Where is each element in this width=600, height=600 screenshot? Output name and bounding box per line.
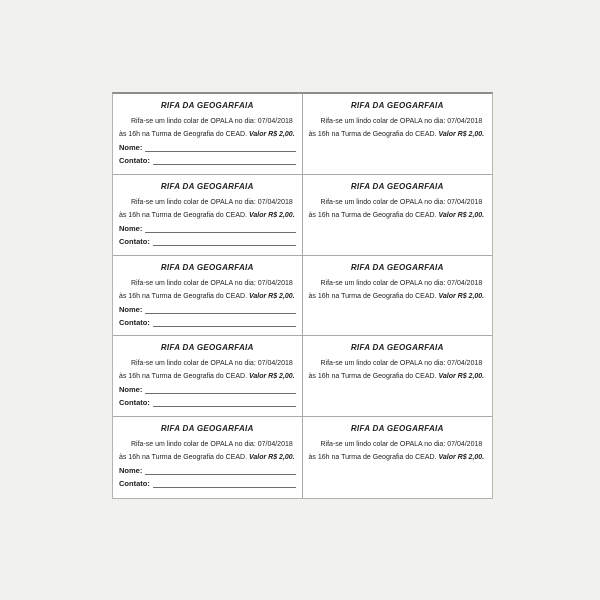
ticket-body-line2-text: às 16h na Turma de Geografia do CEAD.: [308, 292, 439, 300]
ticket-body-line1-text: Rifa-se um lindo colar de OPALA no dia: 07/04/2018: [131, 198, 293, 206]
ticket-body-line1: [119, 277, 296, 290]
ticket-body-line1: [309, 357, 487, 370]
contact-field-row: [119, 235, 296, 248]
ticket-body-line1-text: Rifa-se um lindo colar de OPALA no dia: 07/04/2018: [131, 360, 293, 368]
contact-label: Contato:: [119, 156, 150, 165]
contact-label: Contato:: [119, 317, 150, 327]
contact-field-row: [119, 396, 296, 409]
ticket-body-line1-text: Rifa-se um lindo colar de OPALA no dia: 07/04/2018: [320, 118, 483, 125]
ticket-body-line1: [309, 438, 487, 451]
ticket-row2-right: [303, 175, 493, 256]
ticket-body-line2: [309, 290, 487, 303]
ticket-title: RIFA DA GEOGARFAIA: [160, 343, 254, 353]
ticket-body-line1: [119, 115, 296, 128]
ticket-body-line2-text: às 16h na Turma de Geografia do CEAD.: [119, 131, 249, 138]
ticket-body-line2: [309, 209, 487, 222]
contact-label: Contato:: [119, 398, 150, 408]
contact-field-row: [119, 316, 296, 329]
contact-field-row: [119, 154, 296, 167]
ticket-value-text: Valor R$ 2,00.: [248, 211, 295, 219]
contact-fill-line: [153, 164, 296, 165]
ticket-body-line1-text: Rifa-se um lindo colar de OPALA no dia: 07/04/2018: [320, 360, 483, 368]
name-field-row: [119, 141, 296, 154]
ticket-row1-left: [113, 94, 303, 175]
ticket-value-text: Valor R$ 2,00.: [248, 454, 295, 462]
name-label: Nome:: [119, 143, 143, 152]
ticket-body-line2-text: às 16h na Turma de Geografia do CEAD.: [308, 131, 439, 138]
ticket-body-line1: [119, 357, 296, 370]
ticket-value-text: Valor R$ 2,00.: [438, 292, 485, 300]
name-field-row: [119, 222, 296, 235]
contact-fill-line: [153, 406, 296, 407]
ticket-body-line2: [309, 370, 487, 383]
ticket-row5-right: [303, 417, 493, 498]
name-fill-line: [145, 232, 295, 233]
ticket-body-line1: [309, 277, 487, 290]
ticket-row4-left: [113, 336, 303, 417]
contact-fill-line: [153, 487, 296, 488]
ticket-title: RIFA DA GEOGARFAIA: [350, 262, 444, 272]
ticket-value-text: Valor R$ 2,00.: [248, 373, 295, 381]
ticket-body-line1-text: Rifa-se um lindo colar de OPALA no dia: 07/04/2018: [320, 198, 483, 206]
ticket-body-line2: [119, 370, 296, 383]
name-fill-line: [145, 474, 295, 475]
ticket-title: RIFA DA GEOGARFAIA: [350, 101, 444, 110]
name-label: Nome:: [119, 223, 143, 233]
ticket-body-line2-text: às 16h na Turma de Geografia do CEAD.: [308, 454, 439, 462]
ticket-body-line1-text: Rifa-se um lindo colar de OPALA no dia: 07/04/2018: [131, 441, 293, 449]
ticket-title: RIFA DA GEOGARFAIA: [160, 101, 254, 110]
ticket-body-line2: [119, 290, 296, 303]
ticket-title: RIFA DA GEOGARFAIA: [160, 424, 254, 434]
ticket-body-line2: [309, 128, 487, 141]
contact-field-row: [119, 477, 296, 490]
ticket-row4-right: [303, 336, 493, 417]
ticket-body-line2: [119, 209, 296, 222]
name-fill-line: [145, 313, 295, 314]
ticket-body-line1: [119, 196, 296, 209]
ticket-row3-right: [303, 256, 493, 337]
name-label: Nome:: [119, 304, 143, 314]
name-label: Nome:: [119, 385, 143, 395]
ticket-body-line2-text: às 16h na Turma de Geografia do CEAD.: [119, 373, 249, 381]
raffle-ticket-sheet: [112, 92, 493, 499]
ticket-value-text: Valor R$ 2,00.: [438, 211, 485, 219]
ticket-row3-left: [113, 256, 303, 337]
ticket-body-line2: [119, 451, 296, 464]
ticket-title: RIFA DA GEOGARFAIA: [350, 424, 444, 434]
name-field-row: [119, 383, 296, 396]
contact-fill-line: [153, 245, 296, 246]
name-field-row: [119, 303, 296, 316]
ticket-body-line2-text: às 16h na Turma de Geografia do CEAD.: [119, 292, 249, 300]
ticket-body-line2: [119, 128, 296, 141]
name-fill-line: [145, 393, 295, 394]
ticket-value-text: Valor R$ 2,00.: [438, 373, 485, 381]
ticket-row5-left: [113, 417, 303, 498]
ticket-value-text: Valor R$ 2,00.: [438, 131, 485, 138]
ticket-body-line1-text: Rifa-se um lindo colar de OPALA no dia: 07/04/2018: [320, 441, 483, 449]
ticket-value-text: Valor R$ 2,00.: [438, 454, 485, 462]
ticket-body-line2-text: às 16h na Turma de Geografia do CEAD.: [119, 454, 249, 462]
ticket-body-line2-text: às 16h na Turma de Geografia do CEAD.: [308, 373, 439, 381]
ticket-body-line1: [309, 196, 487, 209]
ticket-title: RIFA DA GEOGARFAIA: [350, 343, 444, 353]
ticket-body-line1-text: Rifa-se um lindo colar de OPALA no dia: 07/04/2018: [131, 118, 293, 125]
name-label: Nome:: [119, 466, 143, 476]
name-fill-line: [145, 151, 295, 152]
ticket-row1-right: [303, 94, 493, 175]
ticket-title: RIFA DA GEOGARFAIA: [160, 262, 254, 272]
ticket-body-line1-text: Rifa-se um lindo colar de OPALA no dia: 07/04/2018: [320, 279, 483, 287]
ticket-title: RIFA DA GEOGARFAIA: [160, 181, 254, 191]
ticket-body-line1: [309, 115, 487, 128]
ticket-title: RIFA DA GEOGARFAIA: [350, 181, 444, 191]
ticket-body-line1-text: Rifa-se um lindo colar de OPALA no dia: 07/04/2018: [131, 279, 293, 287]
contact-label: Contato:: [119, 479, 150, 489]
ticket-body-line2: [309, 451, 487, 464]
name-field-row: [119, 464, 296, 477]
ticket-row2-left: [113, 175, 303, 256]
ticket-body-line1: [119, 438, 296, 451]
ticket-body-line2-text: às 16h na Turma de Geografia do CEAD.: [119, 211, 249, 219]
ticket-body-line2-text: às 16h na Turma de Geografia do CEAD.: [308, 211, 439, 219]
contact-fill-line: [153, 326, 296, 327]
ticket-value-text: Valor R$ 2,00.: [248, 131, 295, 138]
contact-label: Contato:: [119, 236, 150, 246]
ticket-value-text: Valor R$ 2,00.: [248, 292, 295, 300]
